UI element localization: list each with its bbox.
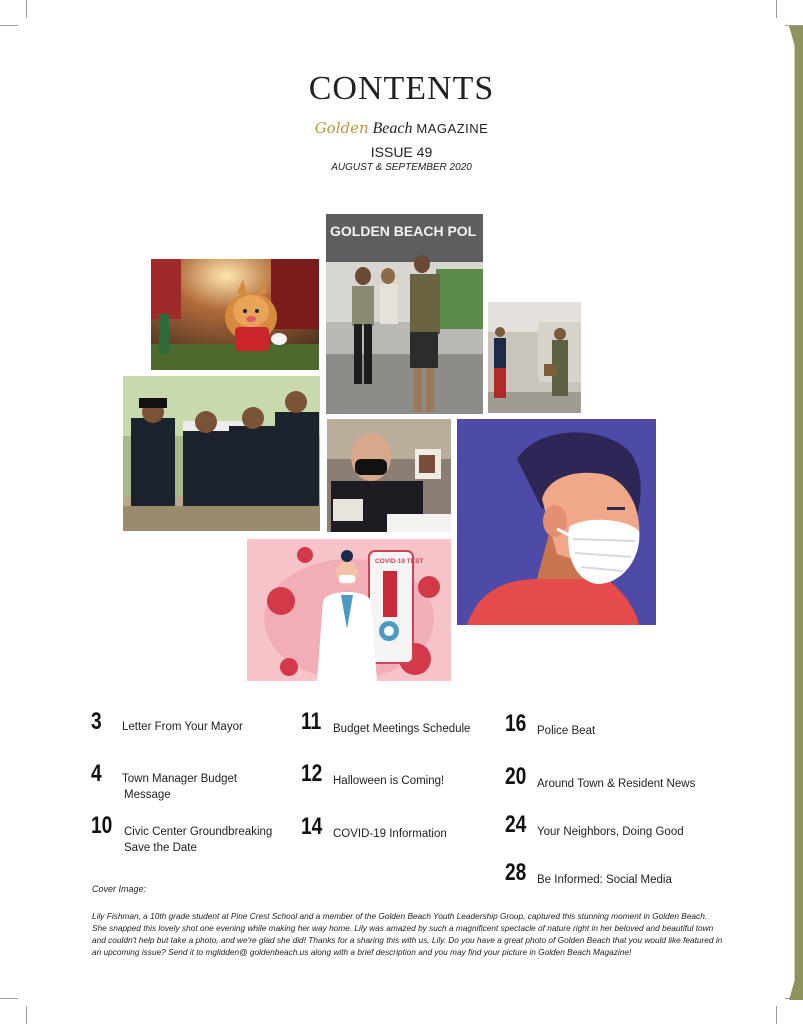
- logo-beach: Beach: [372, 120, 413, 137]
- crop-mark-bottom-left-h: [0, 998, 18, 999]
- police-sign-text: GOLDEN BEACH POL: [330, 223, 477, 239]
- photo-police-officers: [123, 376, 320, 531]
- illustration-covid-test: [247, 539, 451, 681]
- logo-magazine: MAGAZINE: [416, 121, 489, 136]
- crop-mark-bottom-left: [26, 1006, 27, 1024]
- photo-police-station: [326, 214, 483, 414]
- photo-masked-man: [327, 419, 451, 532]
- toc-page-number: 28: [505, 859, 527, 886]
- issue-date: AUGUST & SEPTEMBER 2020: [331, 162, 472, 173]
- photo-dog: [151, 259, 319, 370]
- toc-title: Police Beat: [537, 725, 596, 737]
- toc-page-number: 24: [505, 811, 527, 838]
- cover-caption-text: Lily Fishman, a 10th grade student at Pine Crest School and a member of the Golden Beach Youth Leadership Group, captured this stunning moment in Golden Beach. She snapped this lovely shot one evening while making her way home. Lily was amazed by such a magnificent spectacle of nature right in her beloved and beautiful town and couldn't help but take a photo, and we're glad she did! Thanks for a sharing this with us, Lily. Do you have a great photo of Golden Beach that you would like featured in an upcoming issue? Send it to mglidden@ goldenbeach.us along with a brief description and you may find your picture in Golden Beach Magazine!: [92, 911, 723, 957]
- toc-title-line2: Save the Date: [124, 842, 197, 854]
- toc-title: Town Manager Budget: [122, 773, 238, 785]
- toc-page-number: 12: [301, 760, 323, 787]
- crop-mark-bottom-right: [776, 1006, 777, 1024]
- toc-title: Around Town & Resident News: [537, 778, 696, 790]
- toc-title: Letter From Your Mayor: [122, 721, 243, 733]
- issue-number: ISSUE 49: [370, 144, 433, 160]
- toc-page-number: 4: [91, 760, 102, 787]
- toc-title: COVID-19 Information: [333, 828, 447, 840]
- illustration-mask-man: [457, 419, 656, 625]
- cover-caption-heading: Cover Image:: [92, 884, 147, 894]
- toc-page-number: 16: [505, 710, 527, 737]
- toc-title-line2: Message: [124, 789, 171, 801]
- magazine-logo: [0, 119, 803, 138]
- toc-page-number: 20: [505, 763, 527, 790]
- crop-mark-top-left: [26, 0, 27, 18]
- toc-page-number: 11: [301, 708, 322, 735]
- toc-page-number: 3: [91, 708, 102, 735]
- crop-mark-top-right: [776, 0, 777, 18]
- toc-page-number: 10: [91, 812, 113, 839]
- toc-title: Budget Meetings Schedule: [333, 723, 471, 735]
- toc-title: Your Neighbors, Doing Good: [537, 826, 684, 838]
- toc-title: Civic Center Groundbreaking: [124, 826, 273, 838]
- logo-golden: Golden: [314, 119, 369, 137]
- page-title: CONTENTS: [308, 70, 495, 107]
- toc-title: Be Informed: Social Media: [537, 874, 672, 886]
- crop-mark-top-left-h: [0, 25, 18, 26]
- toc-title: Halloween is Coming!: [333, 775, 445, 787]
- toc-page-number: 14: [301, 813, 323, 840]
- crop-mark-top-right-h: [785, 25, 803, 26]
- covid-test-text: COVID-19 TEST: [375, 558, 424, 565]
- photo-marines: [488, 302, 581, 413]
